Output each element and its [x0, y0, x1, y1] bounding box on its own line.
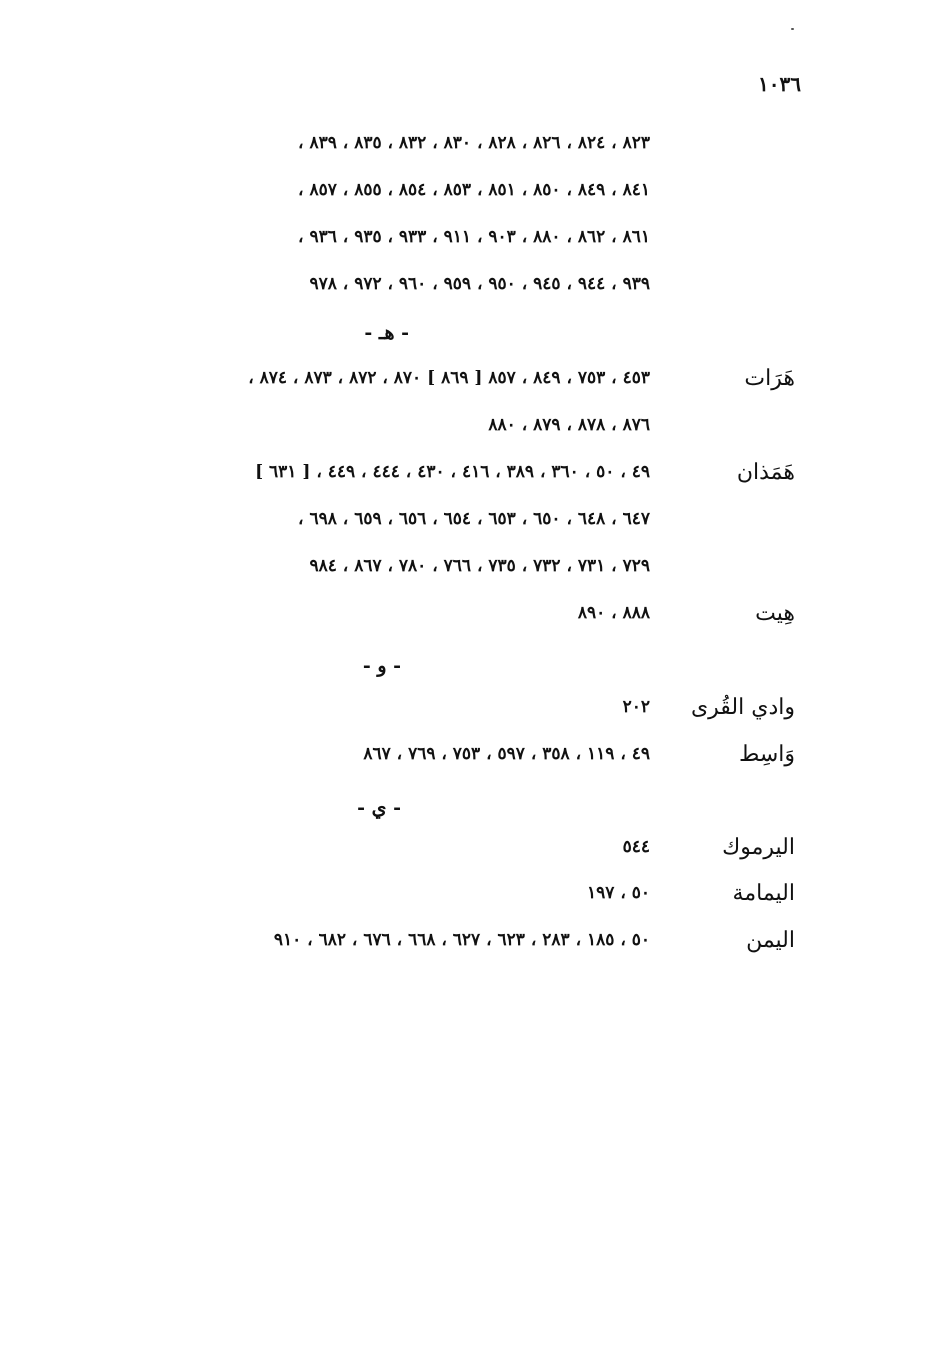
entry-name-yamama: اليمامة [732, 881, 795, 906]
entry-refs-hamadhan-2: ٦٤٧ ، ٦٤٨ ، ٦٥٠ ، ٦٥٣ ، ٦٥٤ ، ٦٥٦ ، ٦٥٩ ، ٦٩٨ ، [298, 509, 650, 529]
entry-refs-yemen: ٥٠ ، ١٨٥ ، ٢٨٣ ، ٦٢٣ ، ٦٢٧ ، ٦٦٨ ، ٦٧٦ ، ٦٨٢ ، ٩١٠ [273, 930, 650, 950]
section-heading-waw: - و - [362, 655, 401, 677]
section-heading-ha: - هـ - [364, 322, 409, 344]
entry-refs-yamama: ٥٠ ، ١٩٧ [587, 883, 650, 903]
section-heading-ya: - ي - [357, 797, 401, 819]
entry-refs-herat-1: ٤٥٣ ، ٧٥٣ ، ٨٤٩ ، ٨٥٧ [ ٨٦٩ ] ٨٧٠ ، ٨٧٢ ، ٨٧٣ ، ٨٧٤ ، [248, 368, 650, 388]
entry-refs-hamadhan-1: ٤٩ ، ٥٠ ، ٣٦٠ ، ٣٨٩ ، ٤١٦ ، ٤٣٠ ، ٤٤٤ ، ٤٤٩ ، [ ٦٣١ ] [255, 462, 650, 482]
entry-refs-herat-2: ٨٧٦ ، ٨٧٨ ، ٨٧٩ ، ٨٨٠ [488, 415, 650, 435]
entry-name-yarmuk: اليرموك [722, 835, 795, 860]
entry-name-yemen: اليمن [746, 928, 795, 953]
entry-name-wadi-alqura: وادي القُرى [690, 695, 795, 720]
continuation-line-1: ٨٢٣ ، ٨٢٤ ، ٨٢٦ ، ٨٢٨ ، ٨٣٠ ، ٨٣٢ ، ٨٣٥ ، ٨٣٩ ، [298, 133, 650, 153]
entry-name-wasit: وَاسِط [738, 742, 795, 767]
entry-refs-hamadhan-3: ٧٢٩ ، ٧٣١ ، ٧٣٢ ، ٧٣٥ ، ٧٦٦ ، ٧٨٠ ، ٨٦٧ ، ٩٨٤ [309, 556, 650, 576]
scan-speck [791, 28, 794, 30]
page-number: ١٠٣٦ [758, 72, 801, 96]
entry-name-hit: هِيت [755, 601, 795, 626]
continuation-line-3: ٨٦١ ، ٨٦٢ ، ٨٨٠ ، ٩٠٣ ، ٩١١ ، ٩٣٣ ، ٩٣٥ ، ٩٣٦ ، [298, 227, 650, 247]
entry-refs-wadi-alqura: ٢٠٢ [622, 697, 650, 717]
entry-name-hamadhan: هَمَذان [736, 460, 795, 485]
entry-refs-wasit: ٤٩ ، ١١٩ ، ٣٥٨ ، ٥٩٧ ، ٧٥٣ ، ٧٦٩ ، ٨٦٧ [363, 744, 650, 764]
entry-name-herat: هَرَات [744, 366, 795, 391]
entry-refs-yarmuk: ٥٤٤ [622, 837, 650, 857]
continuation-line-2: ٨٤١ ، ٨٤٩ ، ٨٥٠ ، ٨٥١ ، ٨٥٣ ، ٨٥٤ ، ٨٥٥ ، ٨٥٧ ، [298, 180, 650, 200]
continuation-line-4: ٩٣٩ ، ٩٤٤ ، ٩٤٥ ، ٩٥٠ ، ٩٥٩ ، ٩٦٠ ، ٩٧٢ ، ٩٧٨ [309, 274, 650, 294]
entry-refs-hit: ٨٨٨ ، ٨٩٠ [577, 603, 650, 623]
